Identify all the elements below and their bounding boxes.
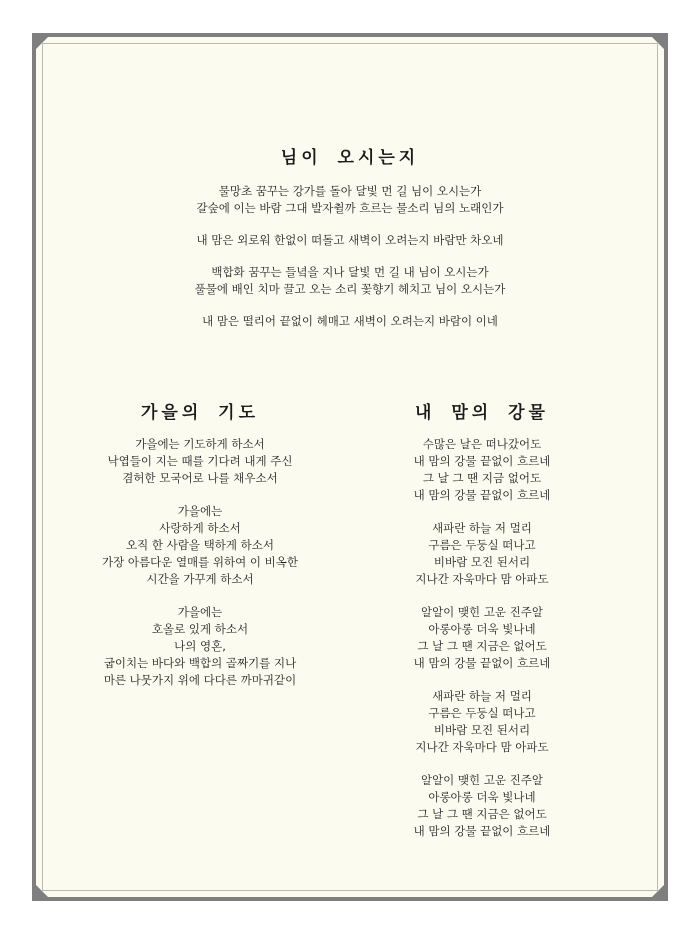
poem-line: 새파란 하늘 저 멀리 [432, 521, 532, 535]
poem-line: 지나간 자욱마다 맘 아파도 [415, 740, 549, 754]
stanza [60, 264, 640, 298]
poem-line: 가을에는 [177, 504, 223, 518]
poem-line: 그 날 그 땐 지금은 없어도 [417, 807, 547, 821]
stanza [342, 604, 622, 672]
poem-line: 수많은 날은 떠나갔어도 [422, 437, 542, 451]
poem-line: 아롱아롱 더욱 빛나네 [428, 790, 536, 804]
poem-body-nimi-osineunji [60, 183, 640, 345]
stanza [342, 520, 622, 588]
stanza [342, 772, 622, 840]
poem-line: 구름은 두둥실 떠나고 [428, 706, 536, 720]
poem-line: 내 맘은 떨리어 끝없이 헤매고 새벽이 오려는지 바람이 이네 [202, 314, 498, 328]
poem-line: 내 맘의 강물 끝없이 흐르네 [413, 454, 551, 468]
frame-corner-bottom-left [32, 881, 52, 901]
poem-line: 알알이 맺힌 고운 진주알 [420, 605, 544, 619]
poem-line: 비바람 모진 된서리 [433, 555, 531, 569]
frame-corner-top-right [648, 33, 668, 53]
poem-line: 내 맘의 강물 끝없이 흐르네 [413, 488, 551, 502]
poem-line: 물망초 꿈꾸는 강가를 돌아 달빛 먼 길 님이 오시는가 [218, 184, 482, 198]
poem-title-gaeul-ui-gido: 가을의 기도 [140, 403, 260, 423]
stanza [342, 688, 622, 756]
stanza [60, 183, 640, 217]
poem-line: 호올로 있게 하소서 [151, 622, 249, 636]
poem-line: 갈숲에 이는 바람 그대 발자췰까 흐르는 물소리 님의 노래인가 [196, 201, 504, 215]
poem-line: 가장 아름다운 열매를 위하여 이 비옥한 [101, 555, 299, 569]
stanza [60, 436, 340, 487]
poem-line: 풀물에 배인 치마 끌고 오는 소리 꽃향기 헤치고 님이 오시는가 [194, 282, 506, 296]
poem-line: 겸허한 모국어로 나를 채우소서 [122, 471, 278, 485]
poem-line: 굽이치는 바다와 백합의 골짜기를 지나 [103, 656, 297, 670]
poem-line: 비바람 모진 된서리 [433, 723, 531, 737]
poem-line: 내 맘의 강물 끝없이 흐르네 [413, 656, 551, 670]
stanza [60, 232, 640, 249]
poem-line: 구름은 두둥실 떠나고 [428, 538, 536, 552]
poem-line: 오직 한 사람을 택하게 하소서 [126, 538, 274, 552]
poem-line: 지나간 자욱마다 맘 아파도 [415, 572, 549, 586]
poem-line: 그 날 그 땐 지금은 없어도 [417, 639, 547, 653]
poem-body-gaeul-ui-gido [60, 436, 340, 689]
poem-line: 나의 영혼, [174, 639, 226, 653]
poem-line: 가을에는 기도하게 하소서 [135, 437, 265, 451]
poem-line: 가을에는 [177, 605, 223, 619]
poem-line: 내 맘은 외로워 한없이 떠돌고 새벽이 오려는지 바람만 차오네 [196, 233, 504, 247]
stanza [60, 313, 640, 330]
poem-line: 새파란 하늘 저 멀리 [432, 689, 532, 703]
poem-line: 마른 나뭇가지 위에 다다른 까마귀같이 [103, 673, 297, 687]
poem-line: 그 날 그 땐 지금 없어도 [422, 471, 542, 485]
stanza [60, 604, 340, 689]
poem-body-nae-mam-ui-gangmul [342, 436, 622, 840]
frame-corner-bottom-right [648, 881, 668, 901]
poem-title-nae-mam-ui-gangmul: 내 맘의 강물 [415, 403, 549, 423]
poem-line: 아롱아롱 더욱 빛나네 [428, 622, 536, 636]
frame-corner-top-left [32, 33, 52, 53]
poem-line: 백합화 꿈꾸는 들녘을 지나 달빛 먼 길 내 님이 오시는가 [211, 265, 489, 279]
poem-line: 알알이 맺힌 고운 진주알 [420, 773, 544, 787]
poem-line: 사랑하게 하소서 [159, 521, 241, 535]
poem-line: 시간을 가꾸게 하소서 [146, 572, 254, 586]
poem-line: 내 맘의 강물 끝없이 흐르네 [413, 824, 551, 838]
poem-title-nimi-osineunji: 님이 오시는지 [280, 148, 420, 168]
poem-line: 낙엽들이 지는 때를 기다려 내게 주신 [107, 454, 293, 468]
stanza [60, 503, 340, 588]
stanza [342, 436, 622, 504]
